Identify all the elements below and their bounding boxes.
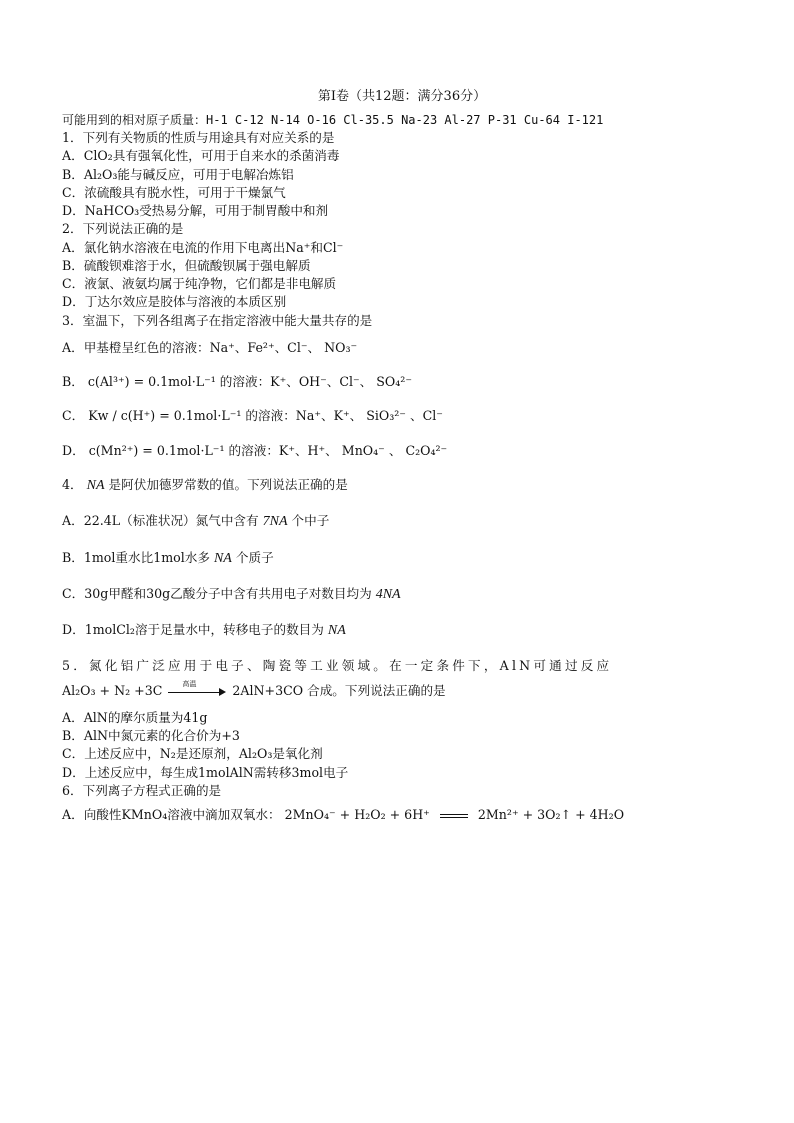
option-tail: 个中子 <box>291 513 330 529</box>
option-tail: 、Cl⁻ <box>409 408 443 424</box>
option-text: 的溶液：Na⁺、K⁺、 <box>245 408 363 424</box>
atomic-masses: 可能用到的相对原子质量：H-1 C-12 N-14 O-16 Cl-35.5 Na-23 Al-27 P-31 Cu-64 I-121 <box>62 112 604 127</box>
stem-text: 合成。下列说法正确的是 <box>307 682 446 698</box>
question-6-option-a <box>62 806 742 824</box>
oxalate-ion: C₂O₄²⁻ <box>405 442 448 458</box>
reaction-condition: 高温 <box>182 680 197 689</box>
equation-products: 2AlN+3CO <box>232 682 304 698</box>
question-1-option-a: A．ClO₂具有强氧化性，可用于自来水的杀菌消毒 <box>62 148 340 164</box>
equation-reactants: 2MnO₄⁻ + H₂O₂ + 6H⁺ <box>284 807 430 823</box>
question-1-option-c: C．浓硫酸具有脱水性，可用于干燥氯气 <box>62 184 286 200</box>
question-1-option-b: B．Al₂O₃能与碱反应，可用于电解冶炼铝 <box>62 166 294 182</box>
question-5-option-b: B．AlN中氮元素的化合价为+3 <box>62 728 240 744</box>
avogadro-value: NA <box>213 550 232 566</box>
question-5-equation <box>62 682 742 700</box>
option-label: C． <box>62 408 85 424</box>
option-text: B．1mol重水比1mol水多 <box>62 549 210 565</box>
avogadro-value: NA <box>327 623 346 639</box>
manganese-concentration: c(Mn²⁺) = 0.1mol·L⁻¹ <box>88 442 225 458</box>
option-tail: 个质子 <box>235 549 274 565</box>
question-1-stem: 1．下列有关物质的性质与用途具有对应关系的是 <box>62 130 335 146</box>
question-4-stem <box>62 476 742 496</box>
question-5-option-d: D．上述反应中，每生成1molAlN需转移3mol电子 <box>62 764 349 780</box>
question-3-option-d <box>62 442 742 460</box>
avogadro-value: 7NA <box>262 514 288 530</box>
sulfate-ion: SO₄²⁻ <box>376 374 412 390</box>
option-text: 的溶液：K⁺、OH⁻、Cl⁻、 <box>219 374 373 390</box>
question-4-option-c <box>62 585 742 605</box>
question-4-option-d <box>62 621 742 641</box>
question-2-option-d: D．丁达尔效应是胶体与溶液的本质区别 <box>62 294 287 310</box>
option-label: B． <box>62 374 84 390</box>
equation-reactants: Al₂O₃ + N₂ +3C <box>62 682 163 698</box>
question-3-option-c <box>62 407 742 425</box>
question-2-stem: 2．下列说法正确的是 <box>62 221 184 237</box>
question-2-option-c: C．液氯、液氨均属于纯净物，它们都是非电解质 <box>62 276 337 292</box>
section-title: 第Ⅰ卷（共12题：满分36分） <box>317 89 487 104</box>
avogadro-symbol: NA <box>86 477 105 493</box>
equals-sign-icon <box>440 814 468 818</box>
nitrate-ion: NO₃⁻ <box>324 339 358 355</box>
question-1-option-d: D．NaHCO₃受热易分解，可用于制胃酸中和剂 <box>62 203 329 219</box>
option-text: A．22.4L（标准状况）氮气中含有 <box>62 513 259 529</box>
question-5-option-c: C．上述反应中，N₂是还原剂，Al₂O₃是氧化剂 <box>62 746 323 762</box>
kw-ratio-condition: Kw / c(H⁺) = 0.1mol·L⁻¹ <box>88 408 242 424</box>
option-text: 的溶液：K⁺、H⁺、 <box>228 442 338 458</box>
option-text: A．甲基橙呈红色的溶液：Na⁺、Fe²⁺、Cl⁻、 <box>62 339 321 355</box>
silicate-ion: SiO₃²⁻ <box>366 408 406 424</box>
question-number: 4． <box>62 476 83 492</box>
question-5-stem: 5．氮化铝广泛应用于电子、陶瓷等工业领域。在一定条件下，AlN可通过反应 <box>62 658 613 674</box>
aluminium-concentration: c(Al³⁺) = 0.1mol·L⁻¹ <box>87 374 216 390</box>
question-6-stem: 6．下列离子方程式正确的是 <box>62 782 222 798</box>
option-text: A．向酸性KMnO₄溶液中滴加双氧水： <box>62 807 281 823</box>
separator: 、 <box>388 442 402 458</box>
option-text: D．1molCl₂溶于足量水中，转移电子的数目为 <box>62 622 324 638</box>
question-3-stem: 3．室温下，下列各组离子在指定溶液中能大量共存的是 <box>62 312 373 328</box>
option-text: C．30g甲醛和30g乙酸分子中含有共用电子对数目均为 <box>62 585 372 601</box>
question-5-option-a: A．AlN的摩尔质量为41g <box>62 709 208 725</box>
exam-page <box>62 88 742 824</box>
permanganate-ion: MnO₄⁻ <box>341 442 385 458</box>
question-4-option-b <box>62 549 742 569</box>
equation-products: 2Mn²⁺ + 3O₂↑ + 4H₂O <box>477 807 625 823</box>
question-4-option-a <box>62 512 742 532</box>
question-3-option-a <box>62 339 742 357</box>
stem-text: 是阿伏加德罗常数的值。下列说法正确的是 <box>108 476 348 492</box>
reaction-arrow-icon <box>168 680 226 696</box>
option-label: D． <box>62 442 85 458</box>
avogadro-value: 4NA <box>375 586 401 602</box>
question-2-option-a: A．氯化钠水溶液在电流的作用下电离出Na⁺和Cl⁻ <box>62 239 344 255</box>
question-2-option-b: B．硫酸钡难溶于水，但硫酸钡属于强电解质 <box>62 257 311 273</box>
question-3-option-b <box>62 373 742 391</box>
